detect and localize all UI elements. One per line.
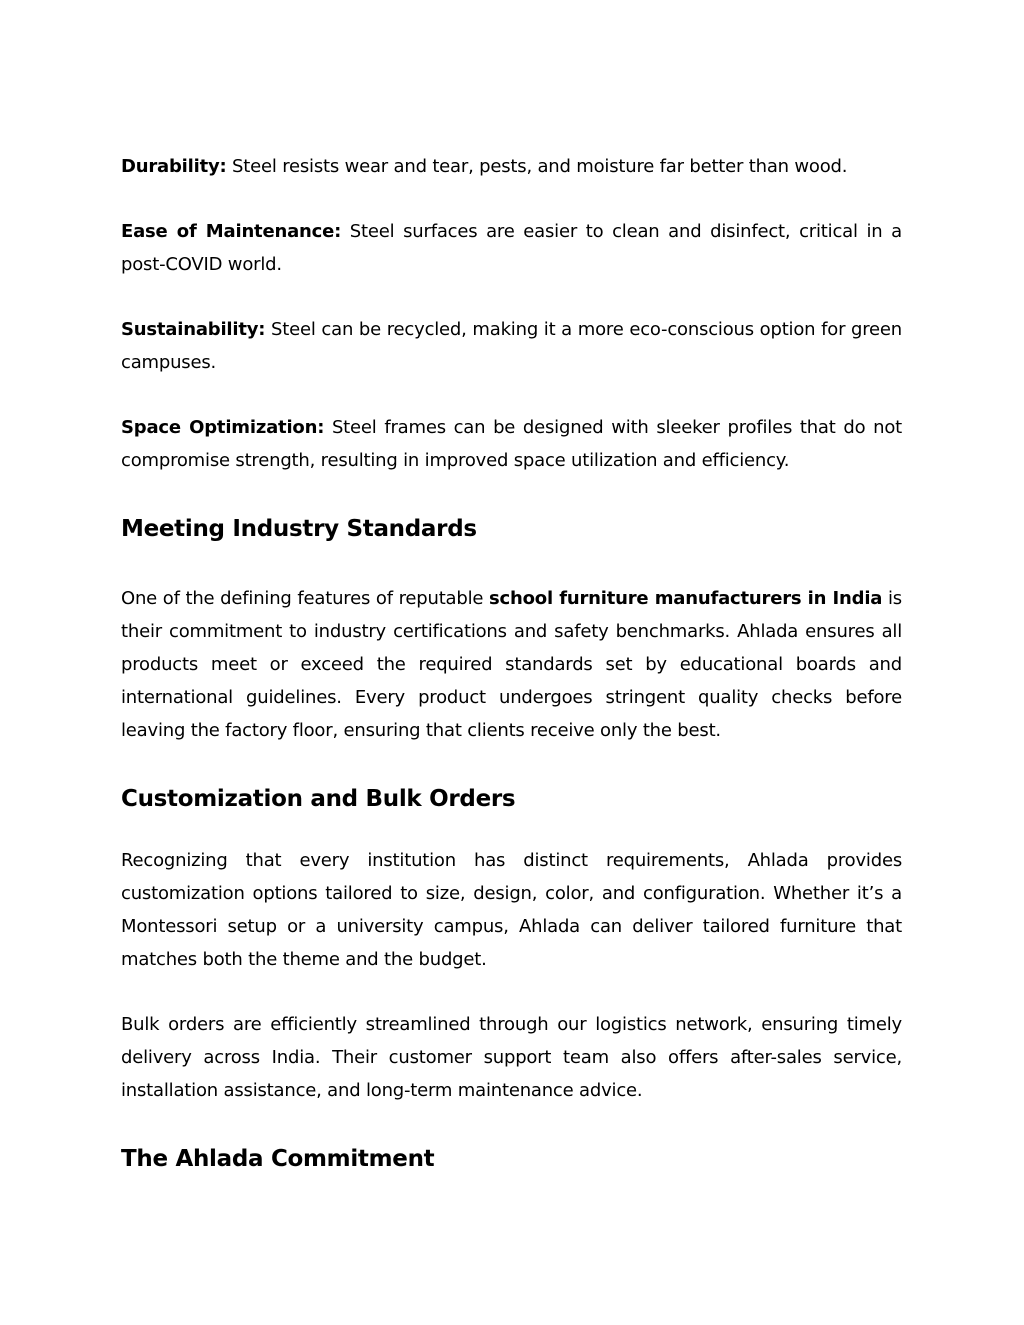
benefit-maintenance bbox=[121, 215, 902, 281]
benefit-term: Sustainability: bbox=[121, 319, 266, 340]
benefit-term: Durability: bbox=[121, 156, 227, 177]
benefit-text: Steel can be recycled, making it a more eco-conscious option for green campuses. bbox=[121, 319, 902, 373]
benefit-text: Steel frames can be designed with sleeker profiles that do not compromise strength, resulting in improved space utilization and efficiency. bbox=[121, 417, 902, 471]
benefit-sustainability bbox=[121, 313, 902, 379]
standards-text-suffix: is their commitment to industry certifications and safety benchmarks. Ahlada ensures all products meet or exceed the required standards set by educational boards and international guidelines. Every product undergoes stringent quality checks before leaving the factory floor, ensuring that clients receive only the best. bbox=[121, 588, 902, 741]
customization-heading: Customization and Bulk Orders bbox=[121, 786, 516, 812]
benefit-text: Steel resists wear and tear, pests, and moisture far better than wood. bbox=[226, 156, 848, 177]
benefit-term: Space Optimization: bbox=[121, 417, 325, 438]
commitment-heading: The Ahlada Commitment bbox=[121, 1146, 435, 1172]
standards-heading: Meeting Industry Standards bbox=[121, 516, 477, 542]
benefit-space-optimization bbox=[121, 411, 902, 477]
benefit-text: Steel surfaces are easier to clean and disinfect, critical in a post-COVID world. bbox=[121, 221, 902, 275]
standards-text-prefix: One of the defining features of reputable bbox=[121, 588, 490, 609]
benefit-term: Ease of Maintenance: bbox=[121, 221, 342, 242]
document-page bbox=[121, 150, 902, 1176]
benefit-durability bbox=[121, 150, 902, 183]
bulk-orders-paragraph: Bulk orders are efficiently streamlined through our logistics network, ensuring timely delivery across India. Their customer support team also offers after-sales service, installation assistance, and long-term maintenance advice. bbox=[121, 1014, 902, 1101]
standards-keyword: school furniture manufacturers in India bbox=[489, 588, 883, 609]
standards-paragraph bbox=[121, 582, 902, 747]
customization-paragraph: Recognizing that every institution has distinct requirements, Ahlada provides customization options tailored to size, design, color, and configuration. Whether it’s a Montessori setup or a university campus, Ahlada can deliver tailored furniture that matches both the theme and the budget. bbox=[121, 850, 902, 970]
